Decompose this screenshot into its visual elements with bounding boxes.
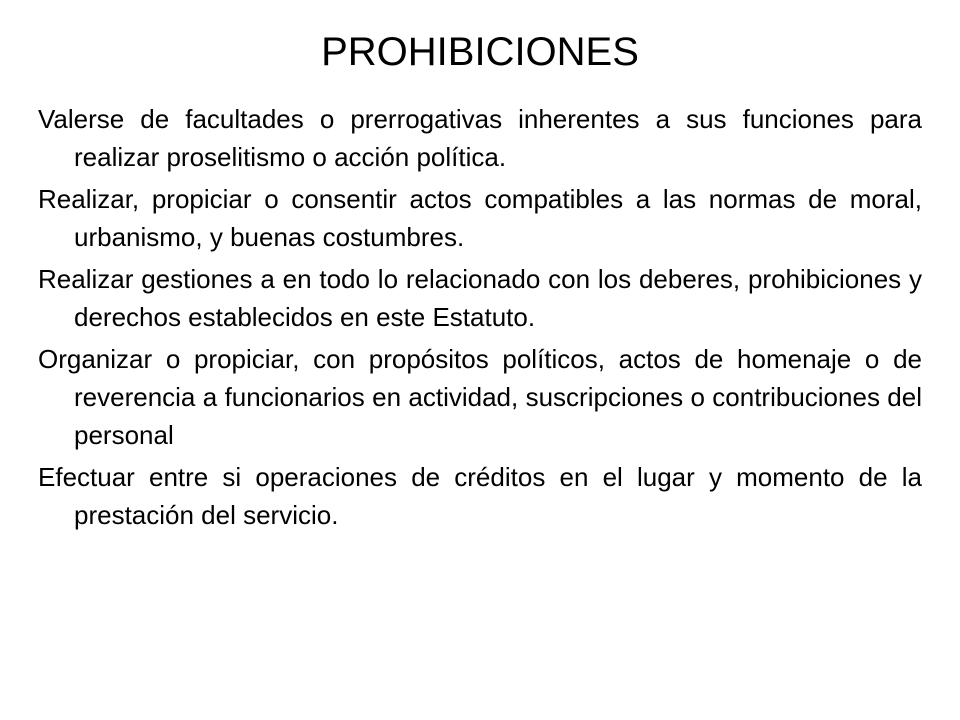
prohibitions-list xyxy=(38,100,922,538)
list-item: Realizar gestiones a en todo lo relacionado con los deberes, prohibiciones y derechos establecidos en este Estatuto. xyxy=(38,264,922,332)
list-item: Efectuar entre si operaciones de créditos en el lugar y momento de la prestación del servicio. xyxy=(38,462,922,530)
list-item: Valerse de facultades o prerrogativas inherentes a sus funciones para realizar proselitismo o acción política. xyxy=(38,104,922,172)
list-item: Realizar, propiciar o consentir actos compatibles a las normas de moral, urbanismo, y buenas costumbres. xyxy=(38,184,922,252)
slide-title: PROHIBICIONES xyxy=(321,30,639,74)
list-item: Organizar o propiciar, con propósitos políticos, actos de homenaje o de reverencia a funcionarios en actividad, suscripciones o contribuciones del personal xyxy=(38,344,922,450)
